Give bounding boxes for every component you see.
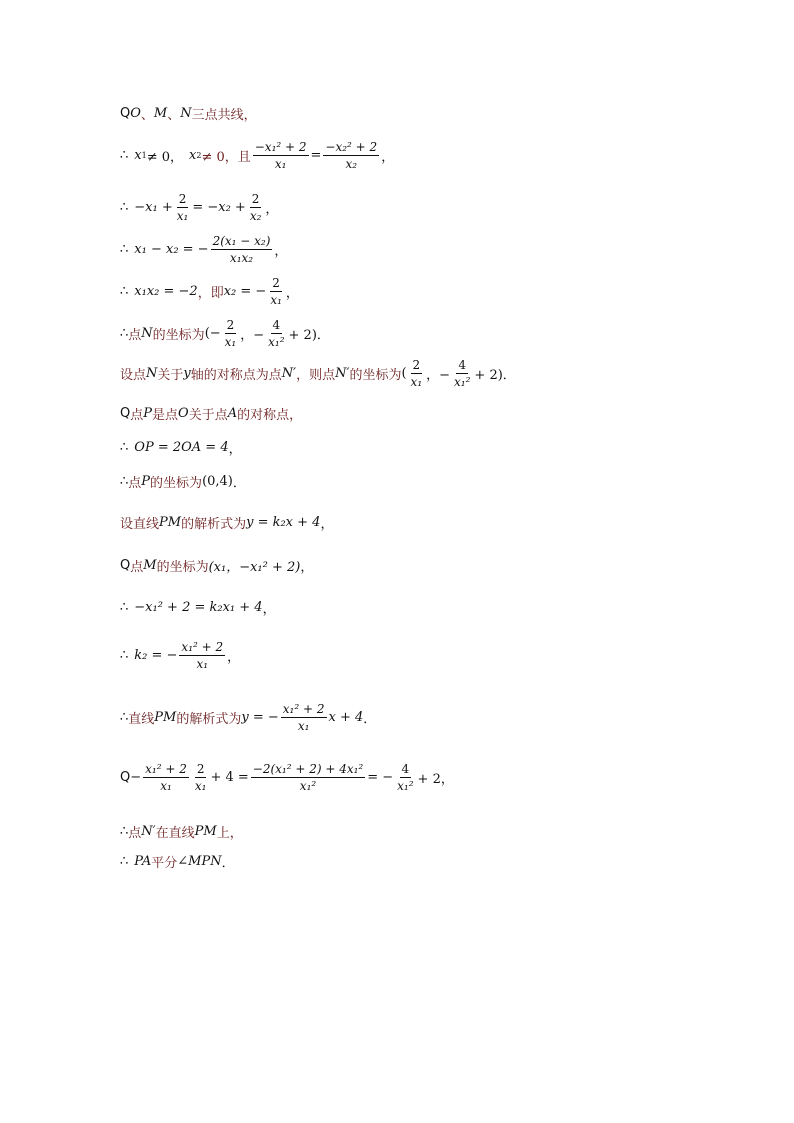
proof-line-2: ∴ x 1 ≠ 0， x 2 ≠ 0，且 $\frac{\text{−x₁² + 2}}{\text{x₁}}$ = $\frac{\text{−x₂² + 2}}{\text{x₂}}$ ， xyxy=(120,140,395,171)
proof-line-9: ∴ OP = 2OA = 4 ， xyxy=(120,440,242,457)
fraction: $\frac{\text{−x₂² + 2}}{\text{x₂}}$ xyxy=(325,140,378,171)
proof-line-17: ∴ 点 N′ 在直线 PM 上， xyxy=(120,824,243,841)
fraction: $\frac{\text{x₁² + 2}}{\text{x₁}}$ xyxy=(181,640,224,671)
proof-line-7: 设点 N 关于 y 轴的对称点为点 N′ ，则点 N′ 的坐标为 ( $\frac{2}{\text{x₁}}$ ，− $\frac{4}{\text{x₁²}}$ + 2)． xyxy=(120,358,516,389)
fraction: $\frac{\text{2(x₁ − x₂)}}{\text{x₁x₂}}$ xyxy=(212,234,271,265)
proof-line-6: ∴ 点 N 的坐标为 (− $\frac{2}{\text{x₁}}$ ，− $\frac{4}{\text{x₁²}}$ + 2)． xyxy=(120,318,330,349)
fraction: $\frac{4}{\text{x₁²}}$ xyxy=(454,358,471,389)
fraction: $\frac{2}{\text{x₁}}$ xyxy=(224,318,237,349)
proof-line-15: ∴ 直线 PM 的解析式为 y = − $\frac{\text{x₁² + 2}}{\text{x₁}}$ x + 4 ． xyxy=(120,702,377,733)
therefore-symbol: ∴ xyxy=(120,148,129,163)
proof-line-16: Q − $\frac{\text{x₁² + 2}}{\text{x₁}}$ $\frac{2}{\text{x₁}}$ + 4 = $\frac{\text{−2(x₁² + 2) + 4x₁²}}{\text{x₁²}}$ = − $\frac{4}{\text{x₁²}}$ + 2， xyxy=(120,762,454,793)
fraction: $\frac{2}{\text{x₁}}$ xyxy=(194,762,207,793)
proof-line-8: Q 点 P 是点 O 关于点 A 的对称点， xyxy=(120,406,303,423)
fraction: $\frac{\text{−x₁² + 2}}{\text{x₁}}$ xyxy=(254,140,307,171)
proof-line-12: Q 点 M 的坐标为 (x₁，−x₁² + 2) ， xyxy=(120,558,314,575)
fraction: $\frac{\text{x₁² + 2}}{\text{x₁}}$ xyxy=(282,702,325,733)
fraction: $\frac{4}{\text{x₁²}}$ xyxy=(268,318,285,349)
proof-line-18: ∴ PA 平分 ∠MPN ． xyxy=(120,854,235,871)
proof-line-4: ∴ x₁ − x₂ = − $\frac{\text{2(x₁ − x₂)}}{\text{x₁x₂}}$ ， xyxy=(120,234,288,265)
proof-line-1: Q O 、 M 、 N 三点共线， xyxy=(120,106,257,123)
fraction: $\frac{2}{\text{x₁}}$ xyxy=(176,192,189,223)
proof-line-14: ∴ k₂ = − $\frac{\text{x₁² + 2}}{\text{x₁}}$ ， xyxy=(120,640,241,671)
proof-line-5: ∴ x₁x₂ = −2 ，即 x₂ = − $\frac{2}{\text{x₁}}$ ， xyxy=(120,276,299,307)
proof-line-10: ∴ 点 P 的坐标为 (0,4) ． xyxy=(120,474,246,491)
fraction: $\frac{\text{x₁² + 2}}{\text{x₁}}$ xyxy=(145,762,187,793)
fraction: $\frac{2}{\text{x₁}}$ xyxy=(410,358,423,389)
fraction: $\frac{2}{\text{x₁}}$ xyxy=(270,276,282,307)
proof-line-11: 设直线 PM 的解析式为 y = k₂x + 4 ， xyxy=(120,515,334,532)
proof-line-3: ∴ −x₁ + $\frac{2}{\text{x₁}}$ = −x₂ + $\frac{2}{\text{x₂}}$ ， xyxy=(120,192,279,223)
fraction: $\frac{\text{−2(x₁² + 2) + 4x₁²}}{\text{x₁²}}$ xyxy=(252,762,364,793)
fraction: $\frac{2}{\text{x₂}}$ xyxy=(249,192,262,223)
fraction: $\frac{4}{\text{x₁²}}$ xyxy=(397,762,414,793)
proof-line-13: ∴ −x₁² + 2 = k₂x₁ + 4 ， xyxy=(120,600,276,617)
since-symbol: Q xyxy=(120,106,131,121)
